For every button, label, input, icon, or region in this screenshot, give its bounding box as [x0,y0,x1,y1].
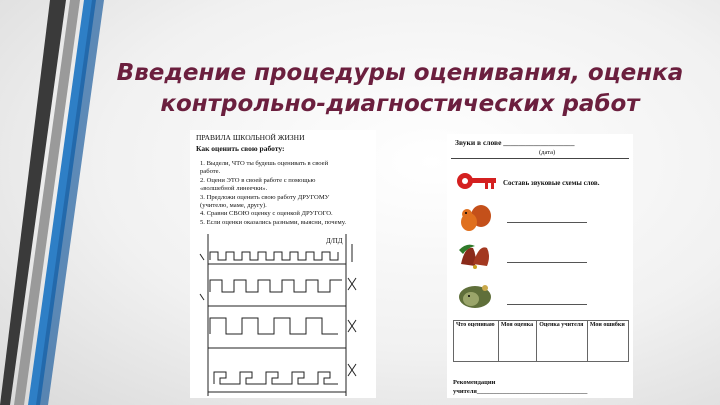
slide-title-line2: контрольно-диагностических работ [160,91,640,117]
rule-item: «волшебной линеечки». [200,185,268,193]
table-header-cell: Оценка учителя [537,321,588,362]
slide-title [95,58,705,120]
table-header-cell: Моя оценка [498,321,536,362]
rule-item: 5. Если оценки оказались разными, выясни, почему. [200,218,346,226]
key-picture [455,170,499,192]
rule-item: работе. [200,168,221,176]
recommendation-label: Рекомендации [453,379,496,386]
sounds-label: Звуки в слове ___________________ [455,138,575,147]
rule-item: 2. Оцени ЭТО в своей работе с помощью [200,176,316,184]
rules-worksheet-image [190,130,376,398]
pattern-worksheet-drawing [196,234,372,396]
answer-line [507,304,587,305]
rule-item: 1. Выдели, ЧТО ты будешь оценивать в своей [200,160,329,167]
answer-line [507,222,587,223]
recommendation-line: учителя__________________________________ [453,388,588,395]
sound-scheme-worksheet-image [447,134,633,398]
table-header-cell: Мои ошибки [587,321,628,362]
bells-picture [455,240,495,270]
rule-item: 4. Сравни СВОЮ оценку с оценкой ДРУГОГО. [200,210,333,218]
squirrel-picture [455,204,495,234]
slide-title-line1: Введение процедуры оценивания, оценка [116,60,684,86]
hedgehog-picture [455,280,495,310]
task-text: Составь звуковые схемы слов. [503,179,600,187]
stamp-text: Д/ПД [326,237,343,245]
decorative-stripes [0,0,110,405]
self-assessment-table [453,320,629,362]
rules-subheader: Как оценить свою работу: [196,144,285,153]
rules-header: ПРАВИЛА ШКОЛЬНОЙ ЖИЗНИ [196,133,305,142]
table-header-cell: Что оцениваю [454,321,499,362]
rules-list [200,160,346,227]
rule-item: (учителю, маме, другу). [200,202,267,210]
rule-item: 3. Предложи оценить свою работу ДРУГОМУ [200,193,330,201]
date-label: (дата) [539,149,556,156]
answer-line [507,262,587,263]
